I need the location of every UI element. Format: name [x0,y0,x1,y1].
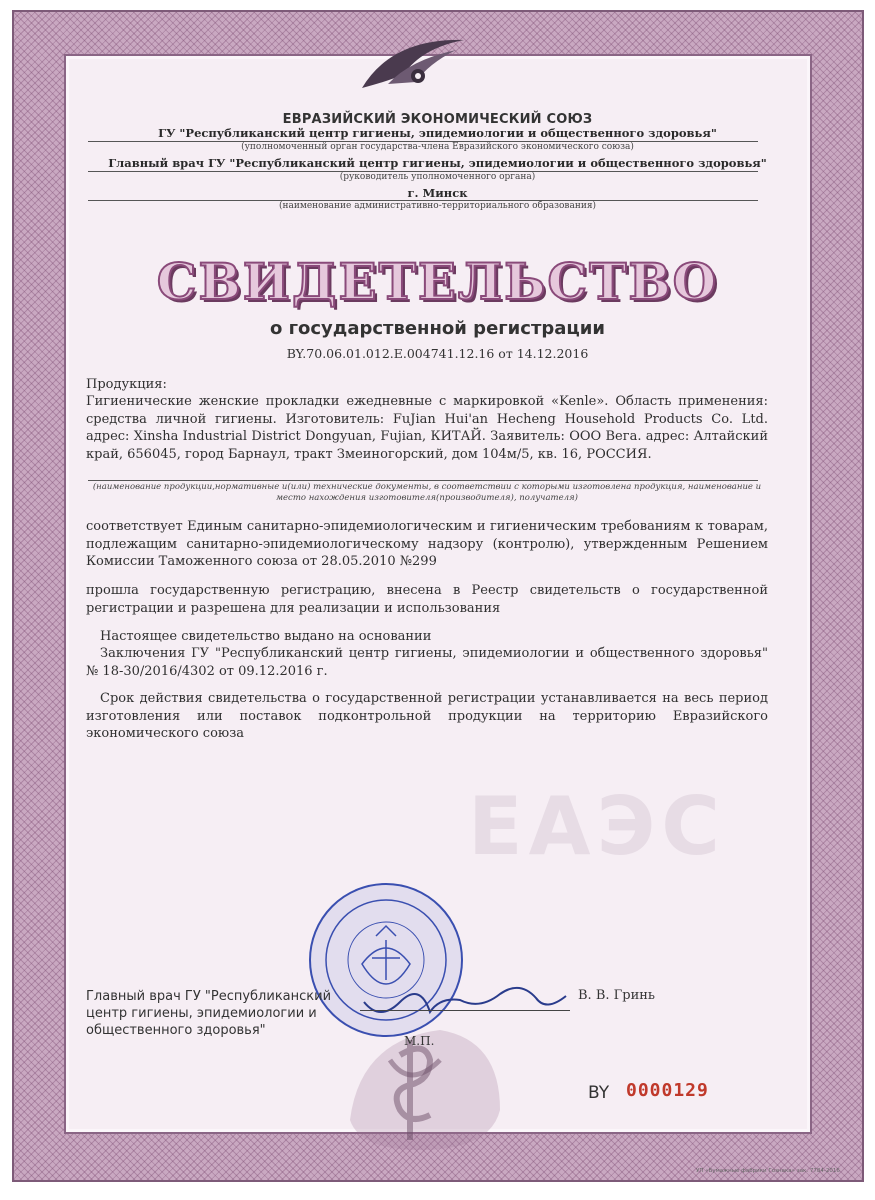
product-label: Продукция: [86,377,167,392]
divider [88,480,758,481]
product-description: Гигиенические женские прокладки ежедневные с маркировкой «Kenle». Область применения: средства личной гигиены. Изготовитель: FuJian Hui'an Hecheng Household Products Co. Ltd. адрес: Xinsha Industrial District Dongyuan, Fujian, КИТАЙ. Заявитель: ООО Вега. адрес: Алтайский край, 656045, город Барнаул, тракт Змеиногорский, дом 104м/5, кв. 16, РОССИЯ. [86,394,768,462]
validity-text: Срок действия свидетельства о государственной регистрации устанавливается на весь период изготовления или поставок подконтрольной продукции на территорию Евразийского экономического союза [86,691,768,741]
page-title: СВИДЕТЕЛЬСТВО [156,252,719,311]
city-caption: (наименование административно-территориального образования) [278,201,597,211]
authority-name: ГУ "Республиканский центр гигиены, эпидемиологии и общественного здоровья" [158,126,717,140]
signature-line [360,1010,570,1011]
handwritten-signature [360,972,570,1032]
stamp-place-label: М.П. [404,1034,435,1048]
eaeu-watermark: ЕАЭС [468,780,726,873]
certificate-number: BY.70.06.01.012.E.004741.12.16 от 14.12.2016 [286,346,589,361]
signatory-name: В. В. Гринь [578,988,655,1003]
registry-text: прошла государственную регистрацию, внесена в Реестр свидетельств о государственной регистрации и разрешена для реализации и использования [86,583,768,616]
signatory-position [86,988,331,1039]
signatory-line-2: центр гигиены, эпидемиологии и [86,1006,317,1021]
basis-text: Заключения ГУ "Республиканский центр гигиены, эпидемиологии и общественного здоровья" № 18-30/2016/4302 от 09.12.2016 г. [86,646,768,679]
compliance-text: соответствует Единым санитарно-эпидемиологическим и гигиеническим требованиям к товарам, подлежащим санитарно-эпидемиологическому надзору (контролю), утвержденным Решением Комиссии Таможенного союза от 28.05.2010 №299 [86,519,768,569]
city-name: г. Минск [407,186,468,200]
page-subtitle: о государственной регистрации [269,318,605,339]
signatory-line-1: Главный врач ГУ "Республиканский [86,989,332,1004]
serial-prefix: BY [588,1083,610,1103]
head-caption: (руководитель уполномоченного органа) [339,172,536,182]
head-name: Главный врач ГУ "Республиканский центр гигиены, эпидемиологии и общественного здоровья" [108,156,767,170]
printer-note: УП «Бумажные фабрики Гознака» зак. 7784-2016 [696,1168,840,1174]
union-title: ЕВРАЗИЙСКИЙ ЭКОНОМИЧЕСКИЙ СОЮЗ [282,112,593,127]
serial-number: 0000129 [626,1080,709,1101]
signatory-line-3: общественного здоровья" [86,1023,266,1038]
basis-intro: Настоящее свидетельство выдано на основании [100,629,432,644]
eaeu-emblem-icon [352,30,472,100]
authority-caption: (уполномоченный орган государства-члена Евразийского экономического союза) [241,142,634,152]
product-caption: (наименование продукции,нормативные и(или) технические документы, в соответствии с которыми изготовлена продукция, наименование и место нахождения изготовителя(производителя), получателя) [92,482,762,503]
